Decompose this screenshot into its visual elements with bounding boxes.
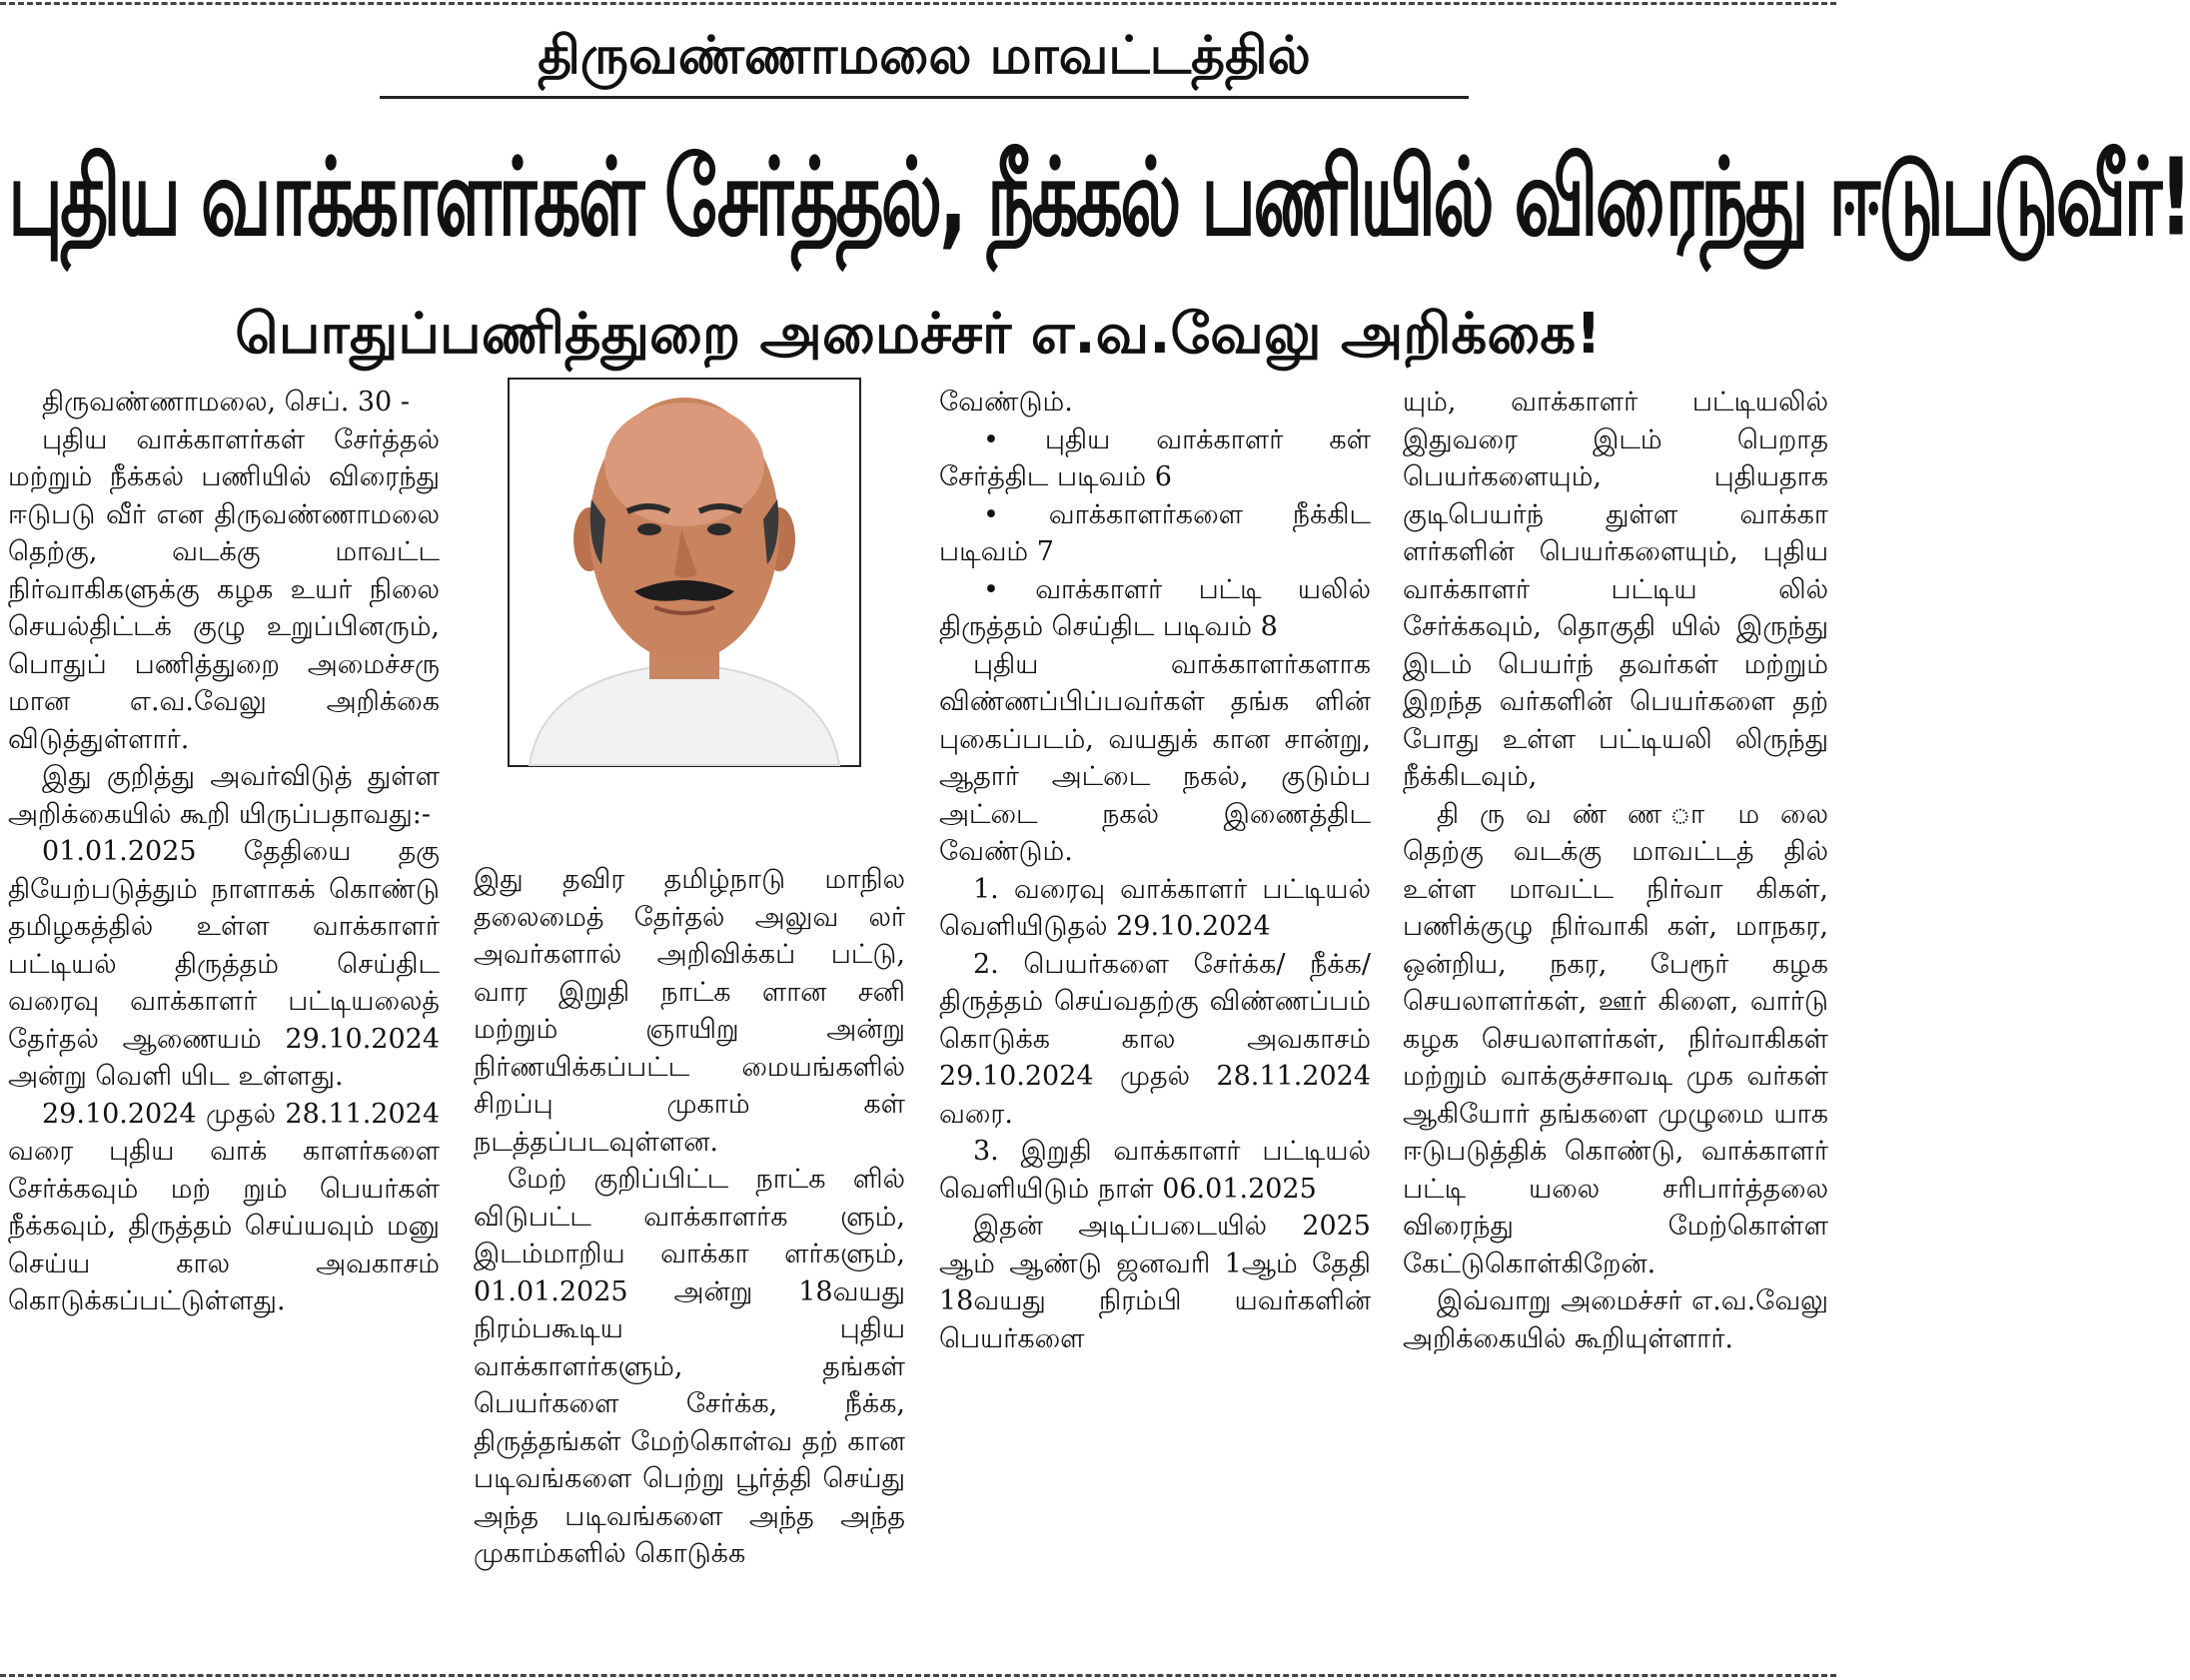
minister-photo: [508, 378, 861, 767]
paragraph: இதன் அடிப்படையில் 2025 ஆம் ஆண்டு ஜனவரி 1ஆம் தேதி 18வயது நிரம்பி யவர்களின் பெயர்களை: [939, 1211, 1371, 1354]
numbered-item: 2. பெயர்களை சேர்க்க/ நீக்க/ திருத்தம் செய்வதற்கு விண்ணப்பம் கொடுக்க கால அவகாசம் 29.10.2024 முதல் 28.11.2024 வரை.: [939, 948, 1371, 1130]
bullet-item: • புதிய வாக்காளர் கள் சேர்த்திட படிவம் 6: [939, 423, 1371, 492]
paragraph: மேற் குறிப்பிட்ட நாட்க ளில் விடுபட்ட வாக்காளர்க ளும், இடம்மாறிய வாக்கா ளர்களும், 01.01.2025 அன்று 18வயது நிரம்பகூடிய புதிய வாக்காளர்களும், தங்கள் பெயர்களை சேர்க்க, நீக்க, திருத்தங்கள் மேற்கொள்வ தற் கான படிவங்களை பெற்று பூர்த்தி செய்து அந்த படிவங்களை அந்த அந்த முகாம்களில் கொடுக்க: [474, 1164, 905, 1569]
dateline: திருவண்ணாமலை, செப். 30 -: [42, 387, 410, 418]
paragraph: இவ்வாறு அமைச்சர் எ.வ.வேலு அறிக்கையில் கூறியுள்ளார்.: [1403, 1285, 1828, 1354]
article-column-1: [8, 384, 440, 1320]
portrait-image: [510, 380, 859, 765]
bottom-dashed-border: [0, 1674, 1836, 1677]
paragraph: இது தவிர தமிழ்நாடு மாநில தலைமைத் தேர்தல் அலுவ லர் அவர்களால் அறிவிக்கப் பட்டு, வார இறுதி நாட்க ளான சனி மற்றும் ஞாயிறு அன்று நிர்ணயிக்கப்பட்ட மையங்களில் சிறப்பு முகாம் கள் நடத்தப்படவுள்ளன.: [474, 864, 905, 1158]
bullet-item: • வாக்காளர்களை நீக்கிட படிவம் 7: [939, 498, 1371, 567]
paragraph: தி ரு வ ண் ண ா ம லை தெற்கு வடக்கு மாவட்டத் தில் உள்ள மாவட்ட நிர்வா கிகள், பணிக்குழு நிர்வாகி கள், மாநகர, ஒன்றிய, நகர, பேரூர் கழக செயலாளர்கள், ஊர் கிளை, வார்டு கழக செயலாளர்கள், நிர்வாகிகள் மற்றும் வாக்குச்சாவடி முக வர்கள் ஆகியோர் தங்களை முழுமை யாக ஈடுபடுத்திக் கொண்டு, வாக்காளர் பட்டி யலை சரிபார்த்தலை விரைந்து மேற்கொள்ள கேட்டுகொள்கிறேன்.: [1403, 798, 1828, 1279]
paragraph: இது குறித்து அவர்விடுத் துள்ள அறிக்கையில் கூறி யிருப்பதாவது:-: [8, 761, 440, 830]
paragraph: யும், வாக்காளர் பட்டியலில் இதுவரை இடம் பெறாத பெயர்களையும், புதியதாக குடிபெயர்ந் துள்ள வாக்கா ளர்களின் பெயர்களையும், புதிய வாக்காளர் பட்டிய லில் சேர்க்கவும், தொகுதி யில் இருந்து இடம் பெயர்ந் தவர்கள் மற்றும் இறந்த வர்களின் பெயர்களை தற் போது உள்ள பட்டியலி லிருந்து நீக்கிடவும்,: [1403, 387, 1828, 792]
paragraph: புதிய வாக்காளர்கள் சேர்த்தல் மற்றும் நீக்கல் பணியில் விரைந்து ஈடுபடு வீர் என திருவண்ணாமலை தெற்கு, வடக்கு மாவட்ட நிர்வாகிகளுக்கு கழக உயர் நிலை செயல்திட்டக் குழு உறுப்பினரும், பொதுப் பணித்துறை அமைச்சரு மான எ.வ.வேலு அறிக்கை விடுத்துள்ளார்.: [8, 423, 440, 755]
paragraph: 29.10.2024 முதல் 28.11.2024 வரை புதிய வாக் காளர்களை சேர்க்கவும் மற் றும் பெயர்கள் நீக்கவும், திருத்தம் செய்யவும் மனு செய்ய கால அவகாசம் கொடுக்கப்பட்டுள்ளது.: [8, 1098, 440, 1316]
top-dashed-border: [0, 2, 1836, 5]
main-headline: புதிய வாக்காளர்கள் சேர்த்தல், நீக்கல் பணியில் விரைந்து ஈடுபடுவீர்!: [8, 135, 2190, 261]
paragraph: 01.01.2025 தேதியை தகு தியேற்படுத்தும் நாளாகக் கொண்டு தமிழகத்தில் உள்ள வாக்காளர் பட்டியல் திருத்தம் செய்திட வரைவு வாக்காளர் பட்டியலைத் தேர்தல் ஆணையம் 29.10.2024 அன்று வெளி யிட உள்ளது.: [8, 836, 440, 1092]
article-column-3: [939, 384, 1371, 1357]
numbered-item: 1. வரைவு வாக்காளர் பட்டியல் வெளியிடுதல் 29.10.2024: [939, 873, 1371, 942]
paragraph: புதிய வாக்காளர்களாக விண்ணப்பிப்பவர்கள் தங்க ளின் புகைப்படம், வயதுக் கான சான்று, ஆதார் அட்டை நகல், குடும்ப அட்டை நகல் இணைத்திட வேண்டும்.: [939, 648, 1371, 867]
numbered-item: 3. இறுதி வாக்காளர் பட்டியல் வெளியிடும் நாள் 06.01.2025: [939, 1136, 1371, 1205]
paragraph: வேண்டும்.: [939, 387, 1073, 418]
bullet-item: • வாக்காளர் பட்டி யலில் திருத்தம் செய்திட படிவம் 8: [939, 573, 1371, 642]
article-column-4: [1403, 384, 1828, 1357]
sub-headline: பொதுப்பணித்துறை அமைச்சர் எ.வ.வேலு அறிக்கை!: [235, 302, 1602, 367]
article-column-2: [474, 861, 905, 1573]
kicker-headline: திருவண்ணாமலை மாவட்டத்தில்: [538, 26, 1311, 86]
